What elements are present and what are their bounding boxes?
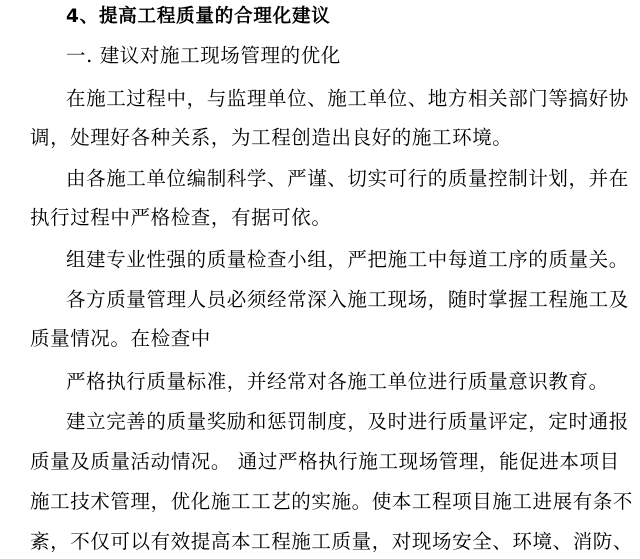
paragraph-line: 严格执行质量标准，并经常对各施工单位进行质量意识教育。 [66,370,609,393]
paragraph-line: 在施工过程中，与监理单位、施工单位、地方相关部门等搞好协 [66,87,629,110]
paragraph-line: 质量情况。在检查中 [30,327,211,350]
section-heading: 4、提高工程质量的合理化建议 [66,6,331,27]
paragraph-line: 建立完善的质量奖励和惩罚制度，及时进行质量评定，定时通报 [66,410,629,433]
paragraph-line: 调，处理好各种关系，为工程创造出良好的施工环境。 [30,126,513,149]
paragraph-line: 各方质量管理人员必须经常深入施工现场，随时掌握工程施工及 [66,288,629,311]
paragraph-line: 由各施工单位编制科学、严谨、切实可行的质量控制计划，并在 [66,167,629,190]
paragraph-line: 质量及质量活动情况。 通过严格执行施工现场管理，能促进本项目 [30,450,620,473]
subsection-heading: 一. 建议对施工现场管理的优化 [66,44,341,67]
paragraph-line: 执行过程中严格检查，有据可依。 [30,206,332,229]
paragraph-line: 施工技术管理，优化施工工艺的实施。使本工程项目施工进展有条不 [30,490,634,513]
paragraph-line: 紊，不仅可以有效提高本工程施工质量，对现场安全、环境、消防、 [30,530,634,553]
paragraph-line: 组建专业性强的质量检查小组，严把施工中每道工序的质量关。 [66,248,629,271]
